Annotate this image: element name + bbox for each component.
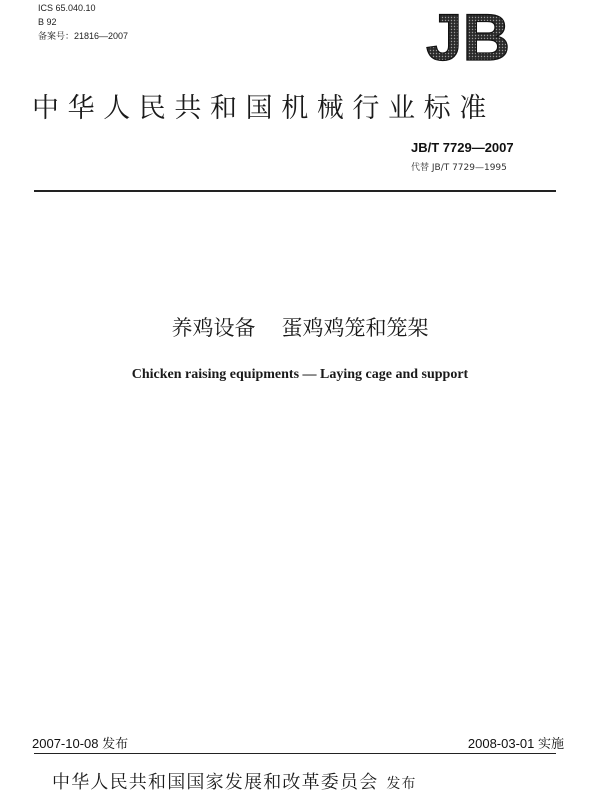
- effective-date: 2008-03-01 实施: [467, 736, 564, 751]
- issue-date: 2007-10-08 发布: [32, 736, 129, 751]
- english-title: Chicken raising equipments — Laying cage and support: [131, 367, 469, 382]
- standard-number: JB/T 7729—2007: [411, 140, 514, 155]
- replaces-standard: 代替 JB/T 7729—1995: [411, 163, 507, 173]
- header-divider: [34, 190, 556, 192]
- standard-category: 中华人民共和国机械行业标准: [32, 93, 495, 124]
- chinese-title-part2: 蛋鸡鸡笼和笼架: [281, 316, 429, 340]
- logo-text: JB: [425, 4, 511, 64]
- issuer: [52, 768, 416, 794]
- footer-divider: [34, 753, 556, 754]
- classification-code: B 92: [38, 17, 57, 27]
- ics-code: ICS 65.040.10: [38, 3, 96, 13]
- issuer-name: 中华人民共和国国家发展和改革委员会: [52, 772, 379, 793]
- issuer-action: 发布: [386, 776, 417, 792]
- record-number: 备案号：21816—2007: [38, 31, 129, 41]
- jb-logo: [405, 4, 531, 64]
- chinese-title-part1: 养鸡设备: [171, 316, 256, 340]
- chinese-title: [0, 312, 600, 342]
